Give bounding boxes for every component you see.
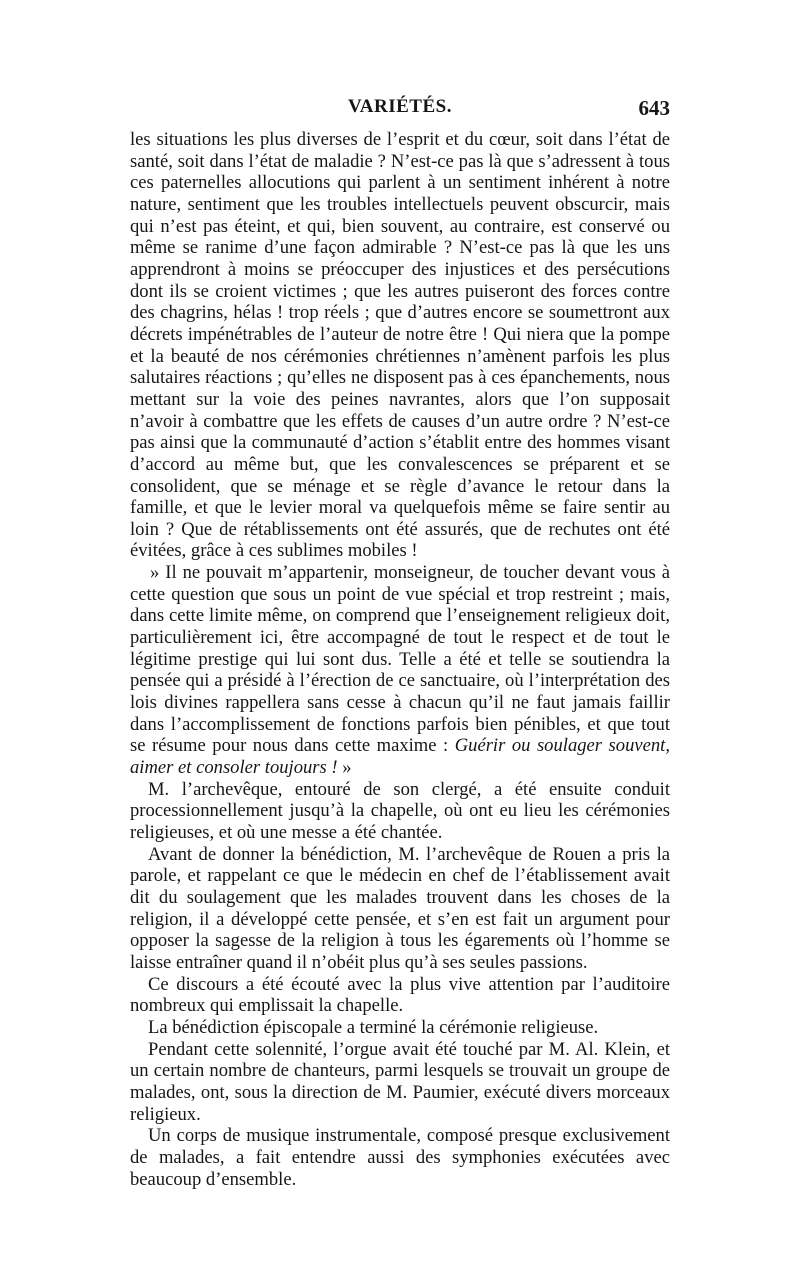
body-text — [130, 129, 670, 1190]
closing-quote: » — [337, 757, 352, 779]
paragraph-7 — [130, 1039, 670, 1126]
paragraph-8-text: Un corps de musique instrumentale, composé presque exclusivement de malades, a fait entendre aussi des symphonies exécutées avec beaucoup d’ensemble. — [130, 1125, 670, 1190]
maxim-italic: Guérir ou soulager souvent, aimer et consoler toujours ! — [130, 735, 670, 779]
paragraph-5-text: Ce discours a été écouté avec la plus vive attention par l’auditoire nombreux qui emplissait la chapelle. — [130, 973, 670, 1017]
page-number: 643 — [638, 96, 670, 120]
paragraph-5 — [130, 974, 670, 1017]
paragraph-1-text: les situations les plus diverses de l’esprit et du cœur, soit dans l’état de santé, soit dans l’état de maladie ? N’est-ce pas là que s’adressent à tous ces paternelles allocutions qui parlent à un sentiment inhérent à notre nature, sentiment que les troubles intellectuels peuvent obscurcir, mais qui n’est pas éteint, et qui, bien souvent, au contraire, est conservé ou même se ranime d’une façon admirable ? N’est-ce pas là que les uns apprendront à moins se préoccuper des injustices et des persécutions dont ils se croient victimes ; que les autres puiseront des forces contre des chagrins, hélas ! trop réels ; que d’autres encore se soumettront aux décrets impénétrables de l’auteur de notre être ! Qui niera que la pompe et la beauté de nos cérémonies chrétiennes n’amènent parfois les plus salutaires réactions ; qu’elles ne disposent pas à ces épanchements, nous mettant sur la voie des peines navrantes, alors que l’on supposait n’avoir à combattre que les effets de causes d’un autre ordre ? N’est-ce pas ainsi que la communauté d’action s’établit entre des hommes visant d’accord au même but, que les convalescences se préparent et se consolident, que se ménage et se règle d’avance le retour dans la famille, et que le levier moral va quelquefois même se faire sentir au loin ? Que de rétablissements ont été assurés, que de rechutes ont été évitées, grâce à ces sublimes mobiles ! — [130, 129, 670, 562]
paragraph-2 — [130, 562, 670, 779]
paragraph-3-text: M. l’archevêque, entouré de son clergé, a été ensuite conduit processionnellement jusqu’à la chapelle, où ont eu lieu les cérémonies religieuses, et où une messe a été chantée. — [130, 778, 670, 843]
paragraph-2-text: » Il ne pouvait m’appartenir, monseigneur, de toucher devant vous à cette question que sous un point de vue spécial et trop restreint ; mais, dans cette limite même, on comprend que l’enseignement religieux doit, particulièrement ici, être accompagné de tout le respect et de tout le légitime prestige qui lui sont dus. Telle a été et telle se soutiendra la pensée qui a présidé à l’érection de ce sanctuaire, où l’interprétation des lois divines rappellera sans cesse à chacun qu’il ne faut jamais faillir dans l’accomplissement de fonctions parfois bien pénibles, et que tout se résume pour nous dans cette maxime : — [130, 562, 670, 757]
paragraph-7-text: Pendant cette solennité, l’orgue avait été touché par M. Al. Klein, et un certain nombre de chanteurs, parmi lesquels se trouvait un groupe de malades, ont, sous la direction de M. Paumier, exécuté divers morceaux religieux. — [130, 1038, 670, 1125]
paragraph-8 — [130, 1125, 670, 1190]
section-title: VARIÉTÉS. — [348, 96, 452, 117]
paragraph-6-text: La bénédiction épiscopale a terminé la cérémonie religieuse. — [148, 1016, 599, 1038]
running-header — [130, 96, 670, 126]
paragraph-4 — [130, 844, 670, 974]
paragraph-4-text: Avant de donner la bénédiction, M. l’archevêque de Rouen a pris la parole, et rappelant ce que le médecin en chef de l’établissement avait dit du soulagement que les malades trouvent dans les choses de la religion, il a développé cette pensée, et s’en est fait un argument pour opposer la sagesse de la religion à tous les égarements où l’homme se laisse entraîner quand il n’obéit plus qu’à ses seules passions. — [130, 843, 670, 973]
paragraph-3 — [130, 779, 670, 844]
paragraph-6 — [130, 1017, 670, 1039]
paragraph-1 — [130, 129, 670, 562]
